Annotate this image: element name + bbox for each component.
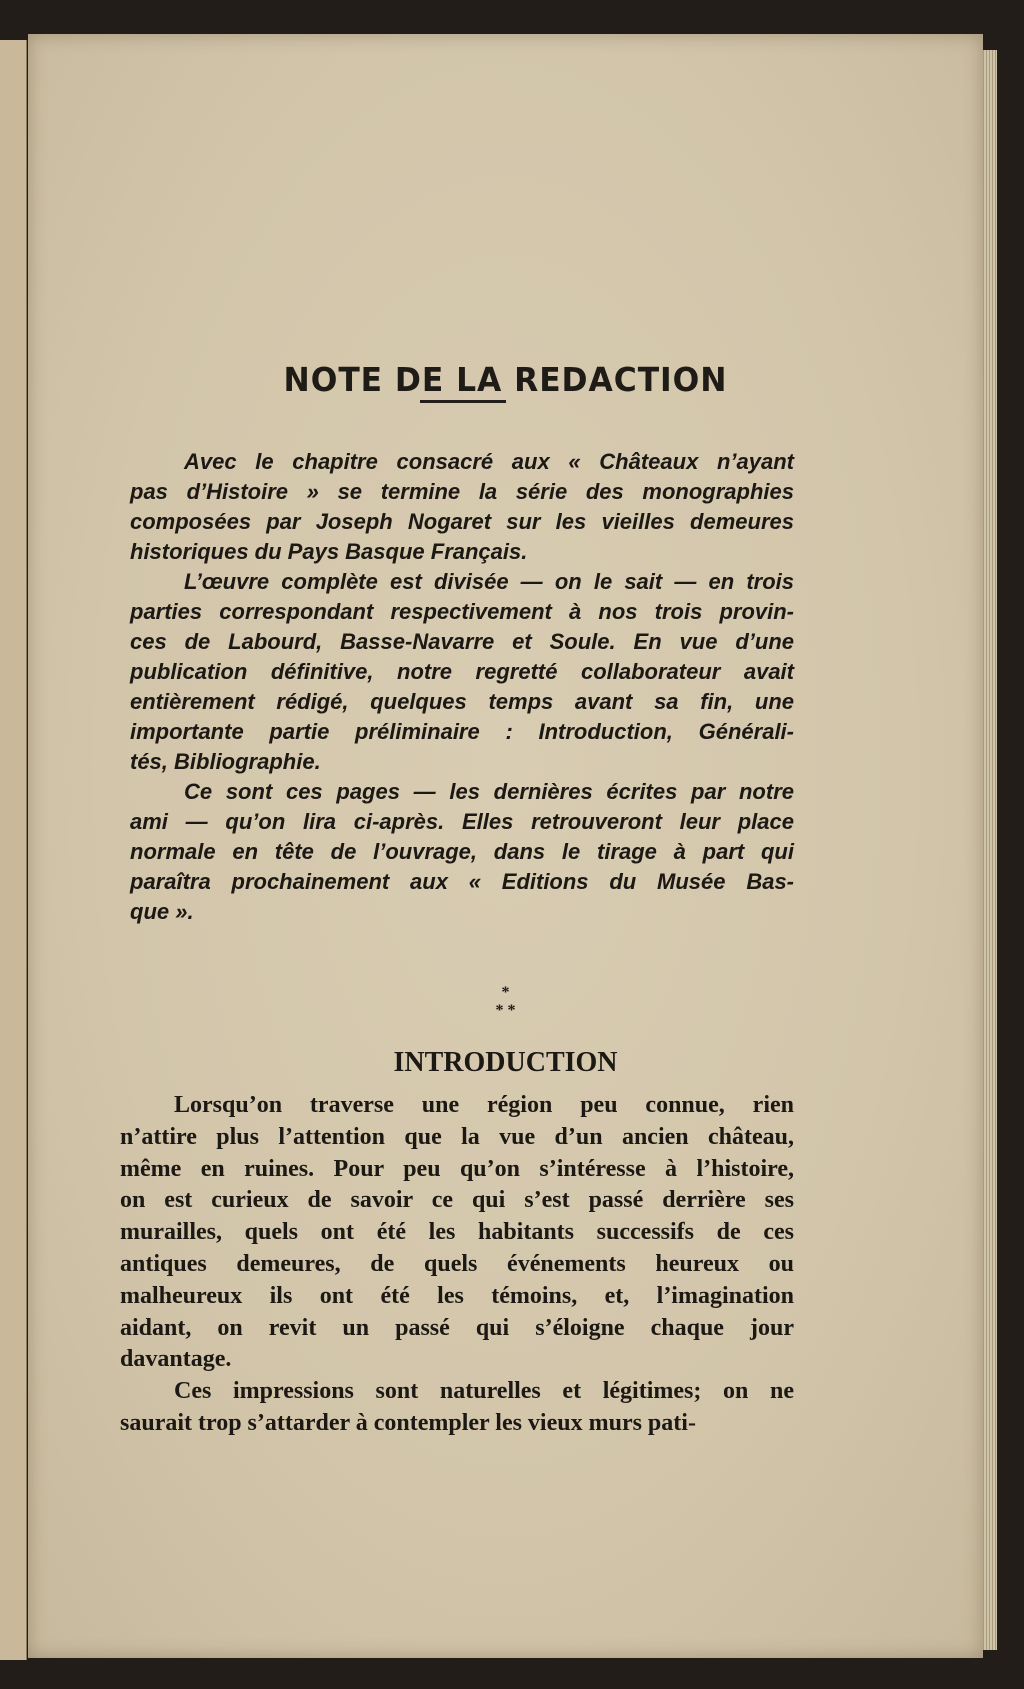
asterism-top: *: [501, 984, 510, 1001]
text-line: saurait trop s’attarder à contempler les vieux murs pati-: [120, 1409, 696, 1436]
text-line: que ».: [130, 899, 194, 924]
facing-page-edge: [0, 40, 27, 1660]
text-line: antiques demeures, de quels événements heureux ou: [120, 1250, 794, 1277]
text-line: ces de Labourd, Basse-Navarre et Soule. En vue d’une: [130, 629, 794, 654]
text-line: même en ruines. Pour peu qu’on s’intéresse à l’histoire,: [120, 1155, 794, 1182]
paragraph: [130, 567, 794, 777]
text-line: Ces impressions sont naturelles et légitimes; on ne: [174, 1378, 794, 1405]
paragraph: [130, 447, 794, 567]
text-line: composées par Joseph Nogaret sur les vieilles demeures: [130, 509, 794, 534]
text-line: tés, Bibliographie.: [130, 749, 321, 774]
paragraph: [120, 1376, 794, 1440]
title-divider: [420, 400, 506, 403]
book-page: [28, 34, 983, 1658]
asterism-bottom: * *: [495, 1002, 516, 1019]
paragraph: [120, 1090, 794, 1376]
page-title: NOTE DE LA REDACTION: [283, 360, 728, 399]
editorial-note: [130, 447, 794, 927]
introduction-text: [120, 1090, 794, 1440]
text-line: historiques du Pays Basque Français.: [130, 539, 528, 564]
text-line: murailles, quels ont été les habitants successifs de ces: [120, 1219, 794, 1246]
text-line: ami — qu’on lira ci-après. Elles retrouveront leur place: [130, 809, 794, 834]
text-line: normale en tête de l’ouvrage, dans le tirage à part qui: [130, 839, 794, 864]
text-line: on est curieux de savoir ce qui s’est passé derrière ses: [120, 1187, 794, 1214]
text-line: importante partie préliminaire : Introduction, Générali-: [130, 719, 794, 744]
text-line: n’attire plus l’attention que la vue d’un ancien château,: [120, 1123, 794, 1150]
text-line: Ce sont ces pages — les dernières écrites par notre: [184, 779, 794, 804]
text-line: entièrement rédigé, quelques temps avant sa fin, une: [130, 689, 794, 714]
text-line: L’œuvre complète est divisée — on le sait — en trois: [184, 569, 794, 594]
text-line: publication définitive, notre regretté collaborateur avait: [130, 659, 794, 684]
text-line: malheureux ils ont été les témoins, et, l’imagination: [120, 1282, 794, 1309]
text-line: aidant, on revit un passé qui s’éloigne chaque jour: [120, 1314, 794, 1341]
text-line: paraîtra prochainement aux « Editions du Musée Bas-: [130, 869, 794, 894]
text-line: Lorsqu’on traverse une région peu connue, rien: [174, 1092, 794, 1118]
text-line: Avec le chapitre consacré aux « Châteaux n’ayant: [184, 449, 794, 474]
text-line: pas d’Histoire » se termine la série des monographies: [130, 479, 794, 504]
text-line: davantage.: [120, 1346, 232, 1373]
text-line: parties correspondant respectivement à nos trois provin-: [130, 599, 794, 624]
asterism-separator: [28, 984, 983, 1020]
paragraph: [130, 777, 794, 927]
section-heading: INTRODUCTION: [393, 1047, 618, 1078]
